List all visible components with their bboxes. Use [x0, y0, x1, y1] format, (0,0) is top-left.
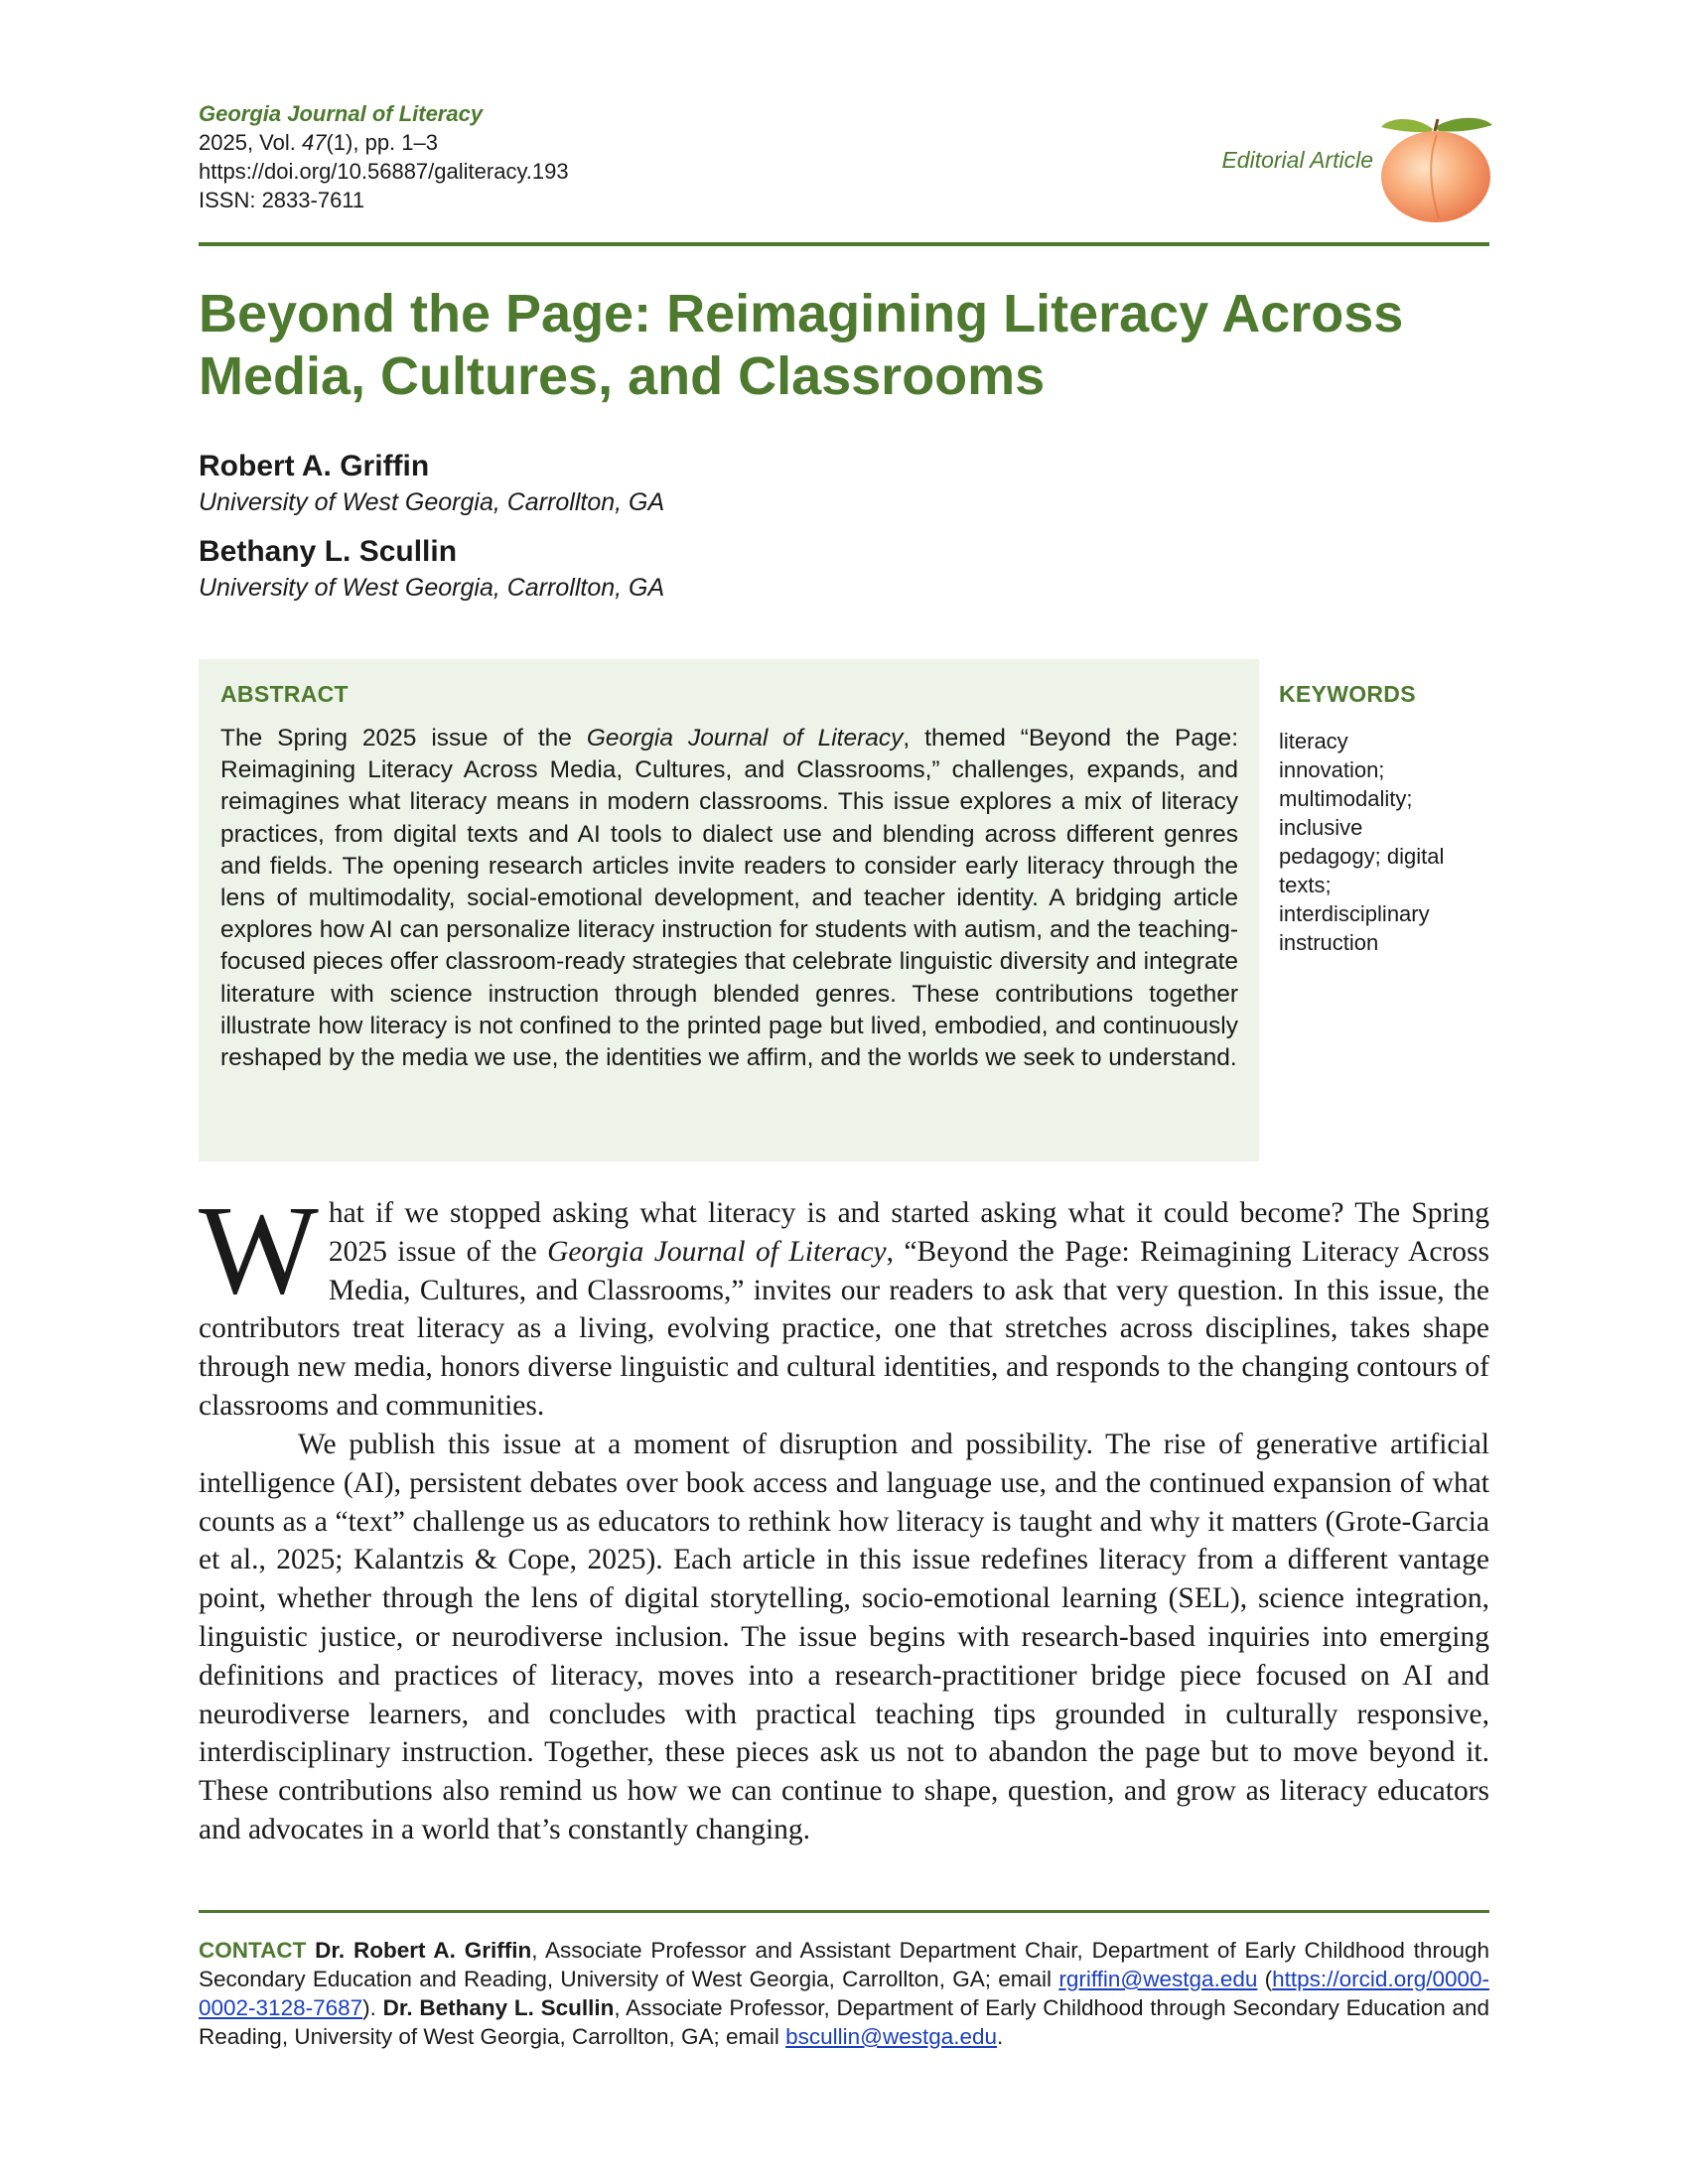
volume-info	[199, 128, 569, 157]
journal-title-italic: Georgia Journal of Literacy	[547, 1235, 887, 1268]
email-link[interactable]: bscullin@westga.edu	[785, 2024, 998, 2049]
contact-divider	[199, 1910, 1489, 1913]
keywords-heading: KEYWORDS	[1279, 681, 1416, 707]
journal-name: Georgia Journal of Literacy	[199, 101, 484, 126]
keywords-list: literacy innovation; multimodality; inclusive pedagogy; digital texts; interdisciplinary instruction	[1279, 729, 1445, 955]
author-affiliation: University of West Georgia, Carrollton, GA	[199, 574, 665, 602]
orcid-link[interactable]: https://orcid.org/0000-0002-3128-7687	[199, 1967, 1490, 2020]
article-title: Beyond the Page: Reimagining Literacy Across Media, Cultures, and Classrooms	[199, 284, 1404, 406]
abstract-text: The Spring 2025 issue of the Georgia Journal of Literacy, themed “Beyond the Page: Reimagining Literacy Across Media, Cultures, and Classrooms,” challenges, expands, and reimagines what literacy means in modern classrooms. This issue explores a mix of literacy practices, from digital texts and AI tools to dialect use and blending across different genres and fields. The opening research articles invite readers to consider early literacy through the lens of multimodality, social-emotional development, and teacher identity. A bridging article explores how AI can personalize literacy instruction for students with autism, and the teaching-focused pieces offer classroom-ready strategies that celebrate linguistic diversity and integrate literature with science instruction through blended genres. These contributions together illustrate how literacy is not confined to the printed page but lived, embodied, and continuously reshaped by the media we use, the identities we affirm, and the worlds we seek to understand.	[220, 725, 1238, 1072]
contact-info: CONTACT Dr. Robert A. Griffin, Associate Professor and Assistant Department Chair, Department of Early Childhood through Secondary Education and Reading, University of West Georgia, Carrollton, GA; email rgriffin@westga.edu (https://orcid.org/0000-0002-3128-7687). Dr. Bethany L. Scullin, Associate Professor, Department of Early Childhood through Secondary Education and Reading, University of West Georgia, Carrollton, GA; email bscullin@westga.edu.	[199, 1938, 1490, 2049]
drop-cap: W	[199, 1179, 319, 1320]
author-affiliation: University of West Georgia, Carrollton, GA	[199, 488, 665, 516]
abstract-heading: ABSTRACT	[220, 681, 349, 707]
volume-suffix: (1), pp. 1–3	[326, 130, 438, 155]
contact-name: Dr. Robert A. Griffin	[315, 1938, 532, 1963]
peach-logo-icon	[1375, 107, 1496, 224]
author-name: Bethany L. Scullin	[199, 535, 458, 568]
volume-number: 47	[301, 130, 327, 155]
contact-name: Dr. Bethany L. Scullin	[382, 1995, 615, 2020]
doi-link[interactable]: https://doi.org/10.56887/galiteracy.193	[199, 159, 569, 184]
contact-label: CONTACT	[199, 1938, 307, 1963]
issn: ISSN: 2833-7611	[199, 188, 365, 212]
body-paragraph-1: What if we stopped asking what literacy is and started asking what it could become? The Spring 2025 issue of the Georgia Journal of Literacy, “Beyond the Page: Reimagining Literacy Across Media, Cultures, and Classrooms,” invites our readers to ask that very question. In this issue, the contributors treat literacy as a living, evolving practice, one that stretches across disciplines, takes shape through new media, honors diverse linguistic and cultural identities, and responds to the changing contours of classrooms and communities.	[199, 1179, 1489, 1422]
email-link[interactable]: rgriffin@westga.edu	[1058, 1967, 1258, 1991]
body-paragraph-2: We publish this issue at a moment of disruption and possibility. The rise of generative artificial intelligence (AI), persistent debates over book access and language use, and the continued expansion of what counts as a “text” challenge us as educators to rethink how literacy is taught and why it matters (Grote-Garcia et al., 2025; Kalantzis & Cope, 2025). Each article in this issue redefines literacy from a different vantage point, whether through the lens of digital storytelling, socio-emotional learning (SEL), science integration, linguistic justice, or neurodiverse inclusion. The issue begins with research-based inquiries into emerging definitions and practices of literacy, moves into a research-practitioner bridge piece focused on AI and neurodiverse learners, and concludes with practical teaching tips grounded in culturally responsive, interdisciplinary instruction. Together, these pieces ask us not to abandon the page but to move beyond it. These contributions also remind us how we can continue to shape, question, and grow as literacy educators and advocates in a world that’s constantly changing.	[199, 1429, 1489, 1845]
journal-title-italic: Georgia Journal of Literacy	[586, 725, 904, 751]
article-type-label: Editorial Article	[1221, 147, 1373, 173]
volume-prefix: 2025, Vol.	[199, 130, 302, 155]
header-divider	[199, 242, 1489, 246]
journal-header	[199, 99, 569, 214]
author-name: Robert A. Griffin	[199, 450, 430, 482]
